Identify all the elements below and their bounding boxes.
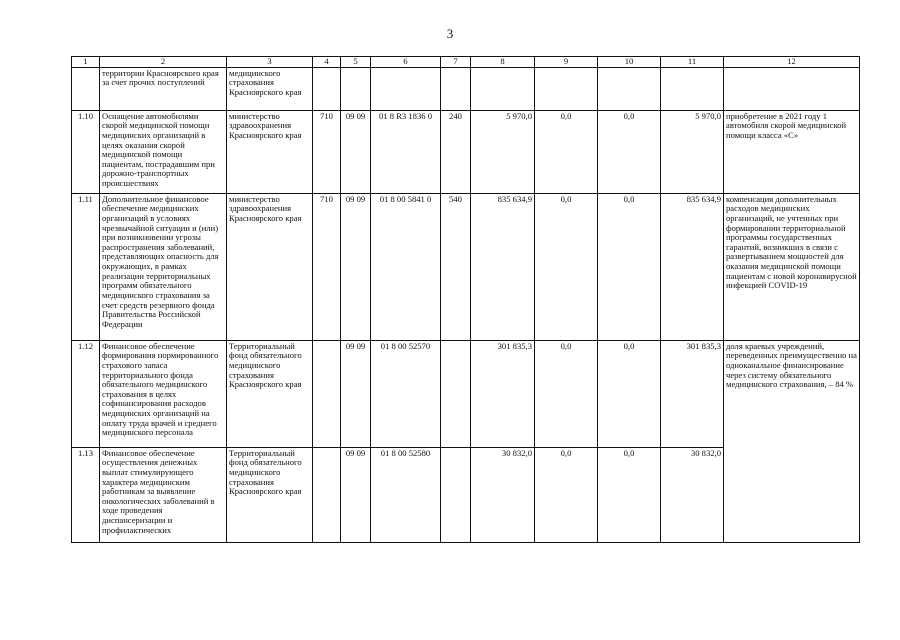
row-value-2023: 0,0	[598, 447, 661, 542]
cell-empty	[471, 67, 535, 110]
row-value-2021: 835 634,9	[471, 193, 535, 340]
row-code-type	[441, 340, 471, 447]
row-note: приобретение в 2021 году 1 автомобиля скорой медицинской помощи класса «С»	[724, 110, 860, 193]
row-code-target: 01 8 00 52580	[371, 447, 441, 542]
column-header: 5	[341, 57, 371, 68]
cell-empty	[661, 67, 724, 110]
table-row	[72, 340, 860, 447]
row-number: 1.11	[72, 193, 100, 340]
row-number: 1.13	[72, 447, 100, 542]
cell-continued-executor: медицинского страхования Красноярского края	[227, 67, 313, 110]
column-header: 3	[227, 57, 313, 68]
row-value-2021: 5 970,0	[471, 110, 535, 193]
row-executor: министерство здравоохранения Красноярского края	[227, 110, 313, 193]
continuation-row	[72, 67, 860, 110]
row-value-2023: 0,0	[598, 193, 661, 340]
row-code-type: 240	[441, 110, 471, 193]
row-value-2022: 0,0	[535, 193, 598, 340]
row-executor: министерство здравоохранения Красноярского края	[227, 193, 313, 340]
row-code-section: 09 09	[341, 447, 371, 542]
column-header: 9	[535, 57, 598, 68]
cell-empty	[724, 67, 860, 110]
row-code-section: 09 09	[341, 340, 371, 447]
row-executor: Территориальный фонд обязательного медицинского страхования Красноярского края	[227, 447, 313, 542]
row-code-grbs: 710	[313, 193, 341, 340]
row-value-2023: 0,0	[598, 110, 661, 193]
row-name: Финансовое обеспечение формирования нормированного страхового запаса территориального фонда обязательного медицинского страхования в целях софинансирования расходов медицинских организаций на оплату труда врачей и среднего медицинского персонала	[100, 340, 227, 447]
row-value-total: 301 835,3	[661, 340, 724, 447]
row-number: 1.12	[72, 340, 100, 447]
cell-empty	[598, 67, 661, 110]
cell-empty	[441, 67, 471, 110]
row-code-target: 01 8 00 52570	[371, 340, 441, 447]
row-value-total: 30 832,0	[661, 447, 724, 542]
row-code-target: 01 8 00 5841 0	[371, 193, 441, 340]
column-header: 7	[441, 57, 471, 68]
row-note: доля краевых учреждений, переведенных преимущественно на одноканальное финансирование через систему обязательного медицинского страхования, – 84 %	[724, 340, 860, 542]
column-header: 4	[313, 57, 341, 68]
row-code-type	[441, 447, 471, 542]
table-row	[72, 193, 860, 340]
table-row	[72, 110, 860, 193]
row-executor: Территориальный фонд обязательного медицинского страхования Красноярского края	[227, 340, 313, 447]
row-value-2021: 30 832,0	[471, 447, 535, 542]
row-code-section: 09 09	[341, 110, 371, 193]
column-header: 11	[661, 57, 724, 68]
row-code-type: 540	[441, 193, 471, 340]
row-code-grbs	[313, 447, 341, 542]
row-name: Финансовое обеспечение осуществления денежных выплат стимулирующего характера медицинским работникам за выявление онкологических заболеваний в ходе проведения диспансеризации и профилактических	[100, 447, 227, 542]
budget-table	[71, 56, 860, 543]
page-number: 3	[446, 26, 454, 41]
row-value-2022: 0,0	[535, 447, 598, 542]
column-header: 2	[100, 57, 227, 68]
row-name: Оснащение автомобилями скорой медицинской помощи медицинских организаций в целях оказания скорой медицинской помощи пациентам, пострадавшим при дорожно-транспортных происшествиях	[100, 110, 227, 193]
cell-empty	[72, 67, 100, 110]
cell-empty	[313, 67, 341, 110]
header-row	[72, 57, 860, 68]
row-name: Дополнительное финансовое обеспечение медицинских организаций в условиях чрезвычайной ситуации и (или) при возникновении угрозы распространения заболеваний, представляющих опасность для окружающих, в рамках реализации территориальных программ обязательного медицинского страхования за счет средств резервного фонда Правительства Российской Федерации	[100, 193, 227, 340]
column-header: 12	[724, 57, 860, 68]
row-code-grbs: 710	[313, 110, 341, 193]
row-value-total: 5 970,0	[661, 110, 724, 193]
cell-empty	[341, 67, 371, 110]
cell-empty	[371, 67, 441, 110]
row-note: компенсация дополнительных расходов медицинских организаций, не учтенных при формировании территориальной программы государственных гарантий, возникших в связи с развертыванием мощностей для оказания медицинской помощи пациентам с новой коронавирусной инфекцией COVID-19	[724, 193, 860, 340]
row-code-grbs	[313, 340, 341, 447]
row-code-target: 01 8 R3 1836 0	[371, 110, 441, 193]
row-value-2022: 0,0	[535, 340, 598, 447]
cell-continued-name: территории Красноярского края за счет прочих поступлений	[100, 67, 227, 110]
column-header: 10	[598, 57, 661, 68]
row-number: 1.10	[72, 110, 100, 193]
row-value-total: 835 634,9	[661, 193, 724, 340]
row-value-2021: 301 835,3	[471, 340, 535, 447]
row-code-section: 09 09	[341, 193, 371, 340]
cell-empty	[535, 67, 598, 110]
row-value-2023: 0,0	[598, 340, 661, 447]
column-header: 1	[72, 57, 100, 68]
column-header: 6	[371, 57, 441, 68]
column-header: 8	[471, 57, 535, 68]
row-value-2022: 0,0	[535, 110, 598, 193]
